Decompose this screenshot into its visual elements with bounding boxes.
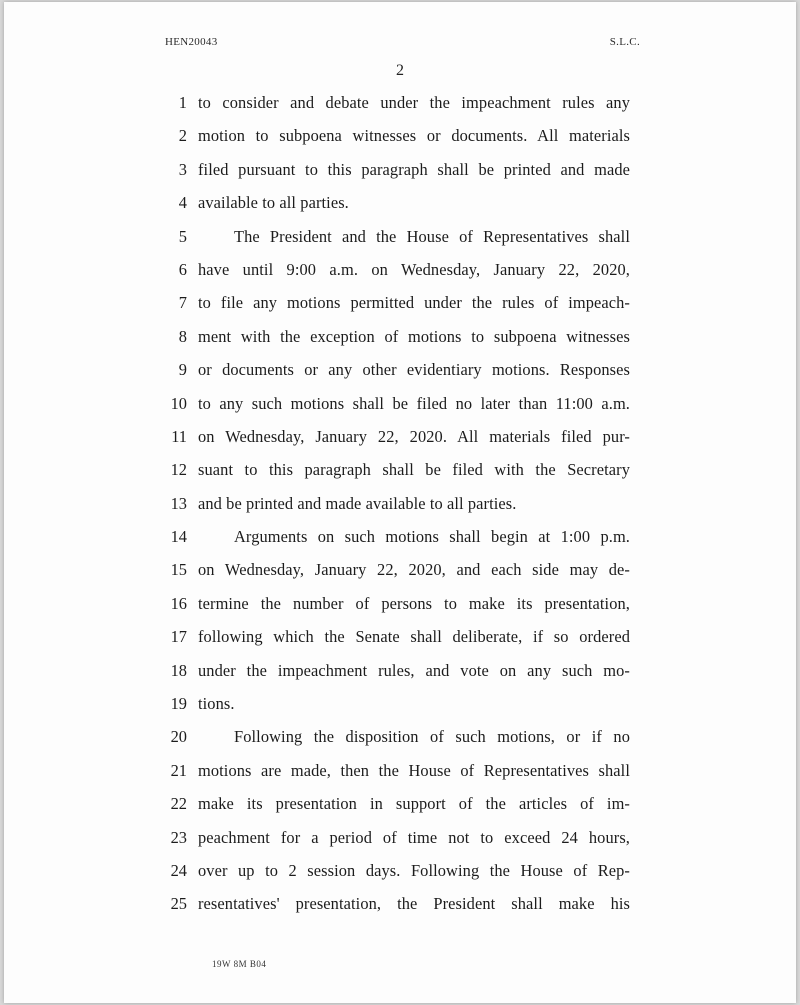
text-line	[0, 720, 800, 753]
line-number: 20	[170, 727, 187, 747]
line-number: 15	[170, 560, 187, 580]
text-line	[0, 387, 800, 420]
text-line	[0, 887, 800, 920]
line-number: 1	[178, 93, 187, 112]
footer-code: 19W 8M B04	[212, 959, 267, 969]
line-number: 17	[170, 627, 187, 647]
text-line	[0, 420, 800, 453]
line-text: ment with the exception of motions to subpoena witnesses	[198, 326, 630, 346]
line-number: 21	[170, 760, 187, 780]
line-number: 22	[170, 794, 187, 814]
line-number: 11	[171, 426, 187, 446]
line-number: 25	[170, 894, 187, 914]
line-text: peachment for a period of time not to exceed 24 hours,	[198, 827, 630, 847]
line-number: 6	[178, 259, 187, 279]
text-line	[0, 620, 800, 653]
line-text: on Wednesday, January 22, 2020, and each side may de-	[198, 560, 630, 580]
line-number: 2	[178, 126, 187, 146]
text-line	[0, 654, 800, 687]
line-text: The President and the House of Representatives shall	[234, 226, 630, 246]
document-id: HEN20043	[165, 36, 218, 48]
line-text: Arguments on such motions shall begin at 1:00 p.m.	[234, 527, 630, 547]
line-number: 9	[178, 360, 187, 380]
text-line	[0, 220, 800, 253]
line-text: termine the number of persons to make its presentation,	[198, 593, 630, 613]
text-line	[0, 754, 800, 787]
line-text: suant to this paragraph shall be filed with the Secretary	[198, 460, 630, 480]
text-line	[0, 186, 800, 219]
text-line	[0, 821, 800, 854]
line-number: 24	[170, 860, 187, 880]
line-text: to any such motions shall be filed no later than 11:00 a.m.	[198, 393, 630, 413]
text-line	[0, 520, 800, 553]
line-number: 7	[178, 293, 187, 313]
line-text: make its presentation in support of the articles of im-	[198, 794, 630, 814]
line-text: or documents or any other evidentiary motions. Responses	[198, 360, 630, 380]
text-line	[0, 153, 800, 186]
text-line	[0, 320, 800, 353]
line-text: Following the disposition of such motions, or if no	[234, 727, 630, 747]
text-line	[0, 687, 800, 720]
line-number: 4	[178, 193, 187, 213]
line-number: 13	[170, 493, 187, 513]
line-text: following which the Senate shall deliberate, if so ordered	[198, 627, 630, 647]
text-line	[0, 854, 800, 887]
line-number: 18	[170, 660, 187, 680]
line-text: to consider and debate under the impeachment rules any	[198, 93, 630, 112]
text-line	[0, 253, 800, 286]
line-text: and be printed and made available to all parties.	[198, 493, 517, 513]
line-number: 10	[170, 393, 187, 413]
line-text: filed pursuant to this paragraph shall be printed and made	[198, 159, 630, 179]
line-number: 5	[178, 226, 187, 246]
line-text: under the impeachment rules, and vote on any such mo-	[198, 660, 630, 680]
text-line	[0, 487, 800, 520]
line-number: 16	[170, 593, 187, 613]
line-text: to file any motions permitted under the rules of impeach-	[198, 293, 630, 313]
text-line	[0, 119, 800, 152]
office-code: S.L.C.	[609, 36, 640, 48]
text-line	[0, 553, 800, 586]
line-text: resentatives' presentation, the President shall make his	[198, 894, 630, 914]
line-number: 12	[170, 460, 187, 480]
line-text: over up to 2 session days. Following the House of Rep-	[198, 860, 630, 880]
line-text: tions.	[198, 694, 235, 714]
line-text: motion to subpoena witnesses or documents. All materials	[198, 126, 630, 146]
text-line	[0, 286, 800, 319]
text-line	[0, 453, 800, 486]
line-text: motions are made, then the House of Representatives shall	[198, 760, 630, 780]
line-number: 14	[170, 527, 187, 547]
line-number: 8	[178, 326, 187, 346]
text-line	[0, 86, 800, 119]
line-number: 19	[170, 694, 187, 714]
text-line	[0, 587, 800, 620]
line-text: on Wednesday, January 22, 2020. All materials filed pur-	[198, 426, 630, 446]
text-line	[0, 787, 800, 820]
text-line	[0, 353, 800, 386]
line-text: available to all parties.	[198, 193, 349, 213]
line-text: have until 9:00 a.m. on Wednesday, January 22, 2020,	[198, 259, 630, 279]
page-number: 2	[396, 62, 404, 79]
line-number: 3	[178, 159, 187, 179]
line-number: 23	[170, 827, 187, 847]
numbered-text-body	[0, 86, 800, 921]
